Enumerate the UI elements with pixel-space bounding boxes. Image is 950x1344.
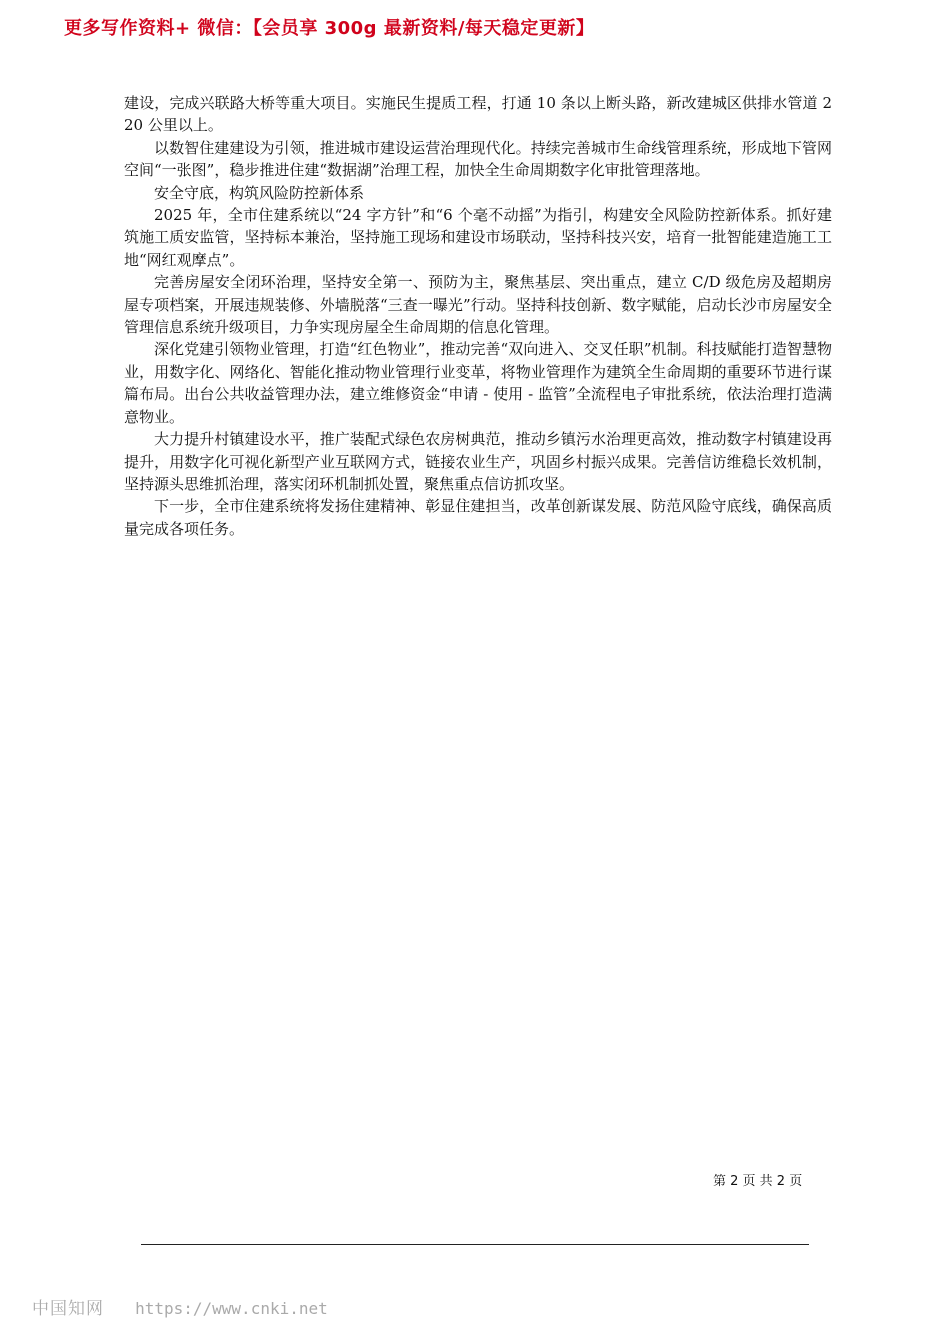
- cnki-url: https://www.cnki.net: [135, 1299, 328, 1318]
- document-body: [124, 92, 832, 540]
- page-number: 第 2 页 共 2 页: [713, 1174, 803, 1189]
- paragraph-housing-safety: 完善房屋安全闭环治理，坚持安全第一、预防为主，聚焦基层、突出重点，建立 C/D 级危房及超期房屋专项档案，开展违规装修、外墙脱落“三查一曝光”行动。坚持科技创新、数字赋能，启动长沙市房屋安全管理信息系统升级项目，力争实现房屋全生命周期的信息化管理。: [124, 273, 832, 337]
- paragraph-smart-construction: 以数智住建建设为引领，推进城市建设运营治理现代化。持续完善城市生命线管理系统，形成地下管网空间“一张图”，稳步推进住建“数据湖”治理工程，加快全生命周期数字化审批管理落地。: [124, 138, 832, 180]
- paragraph-continuation: 建设，完成兴联路大桥等重大项目。实施民生提质工程，打通 10 条以上断头路，新改建城区供排水管道 220 公里以上。: [124, 94, 832, 135]
- cnki-logo-text: 中国知网: [32, 1299, 104, 1319]
- paragraph-next-steps: 下一步，全市住建系统将发扬住建精神、彰显住建担当，改革创新谋发展、防范风险守底线，确保高质量完成各项任务。: [124, 497, 832, 538]
- promo-banner: 更多写作资料+ 微信：【会员享 300g 最新资料/每天稳定更新】: [64, 18, 595, 39]
- cnki-watermark: [32, 1294, 328, 1319]
- paragraph-property-management: 深化党建引领物业管理，打造“红色物业”，推动完善“双向进入、交叉任职”机制。科技赋能打造智慧物业，用数字化、网络化、智能化推动物业管理行业变革，将物业管理作为建筑全生命周期的重要环节进行谋篇布局。出台公共收益管理办法，建立维修资金“申请 - 使用 - 监管”全流程电子审批系统，依法治理打造满意物业。: [124, 340, 832, 426]
- paragraph-safety-system: 2025 年，全市住建系统以“24 字方针”和“6 个毫不动摇”为指引，构建安全风险防控新体系。抓好建筑施工质安监管，坚持标本兼治，坚持施工现场和建设市场联动，坚持科技兴安，培育一批智能建造施工工地“网红观摩点”。: [124, 206, 832, 269]
- section-heading-safety: 安全守底，构筑风险防控新体系: [154, 183, 365, 202]
- footer-divider: [141, 1244, 809, 1245]
- paragraph-village-construction: 大力提升村镇建设水平，推广装配式绿色农房树典范，推动乡镇污水治理更高效，推动数字村镇建设再提升，用数字化可视化新型产业互联网方式，链接农业生产，巩固乡村振兴成果。完善信访维稳长效机制，坚持源头思维抓治理，落实闭环机制抓处置，聚焦重点信访抓攻坚。: [124, 430, 832, 493]
